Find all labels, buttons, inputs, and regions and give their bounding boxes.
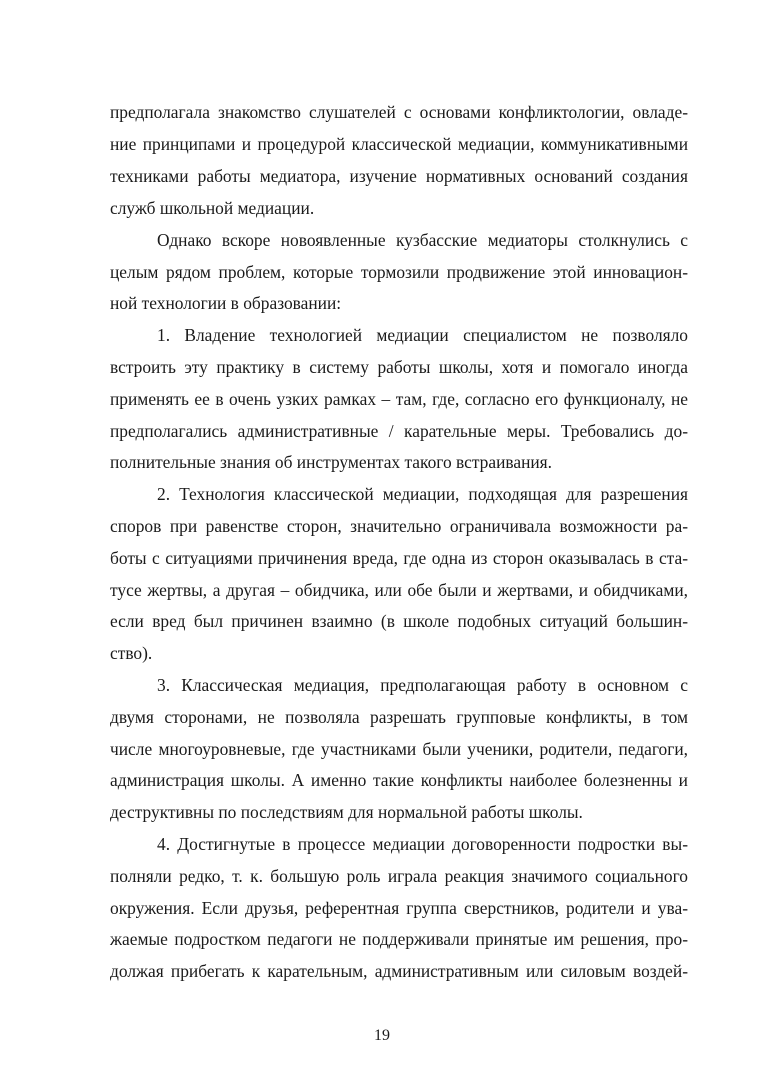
text-line: если вред был причинен взаимно (в школе подобных ситуаций большин- bbox=[110, 611, 688, 631]
text-line: деструктивны по последствиям для нормальной работы школы. bbox=[110, 802, 583, 822]
text-line: администрация школы. А именно такие конфликты наиболее болезненны и bbox=[110, 770, 688, 790]
text-line: полнительные знания об инструментах такого встраивания. bbox=[110, 452, 553, 472]
text-line: окружения. Если друзья, референтная группа сверстников, родители и ува- bbox=[110, 898, 688, 918]
text-line: тусе жертвы, а другая – обидчика, или обе были и жертвами, и обидчиками, bbox=[110, 580, 688, 600]
text-line: 4. Достигнутые в процессе медиации договоренности подростки вы- bbox=[157, 834, 688, 854]
text-line: жаемые подростком педагоги не поддерживали принятые им решения, про- bbox=[110, 929, 688, 949]
text-line: предполагались административные / карательные меры. Требовались до- bbox=[110, 421, 688, 441]
text-line: служб школьной медиации. bbox=[110, 198, 315, 218]
text-line: Однако вскоре новоявленные кузбасские медиаторы столкнулись с bbox=[157, 230, 688, 250]
text-line: ной технологии в образовании: bbox=[110, 293, 342, 313]
text-line: числе многоуровневые, где участниками были ученики, родители, педагоги, bbox=[110, 739, 688, 759]
text-line: техниками работы медиатора, изучение нормативных оснований создания bbox=[110, 166, 688, 186]
text-line: 3. Классическая медиация, предполагающая работу в основном с bbox=[157, 675, 688, 695]
page-number: 19 bbox=[374, 1027, 390, 1044]
text-line: боты с ситуациями причинения вреда, где одна из сторон оказывалась в ста- bbox=[110, 548, 688, 568]
text-line: споров при равенстве сторон, значительно ограничивала возможности ра- bbox=[110, 516, 688, 536]
text-line: ство). bbox=[110, 643, 153, 663]
text-line: встроить эту практику в систему работы школы, хотя и помогало иногда bbox=[110, 357, 688, 377]
text-line: целым рядом проблем, которые тормозили продвижение этой инновацион- bbox=[110, 262, 688, 282]
text-line: 1. Владение технологией медиации специалистом не позволяло bbox=[157, 325, 688, 345]
text-line: применять ее в очень узких рамках – там, где, согласно его функционалу, не bbox=[110, 389, 688, 409]
text-line: 2. Технология классической медиации, подходящая для разрешения bbox=[157, 484, 688, 504]
text-line: должая прибегать к карательным, административным или силовым воздей- bbox=[110, 961, 688, 981]
text-line: двумя сторонами, не позволяла разрешать групповые конфликты, в том bbox=[110, 707, 688, 727]
text-line: полняли редко, т. к. большую роль играла реакция значимого социального bbox=[110, 866, 688, 886]
text-line: ние принципами и процедурой классической медиации, коммуникативными bbox=[110, 134, 688, 154]
text-line: предполагала знакомство слушателей с основами конфликтологии, овладе- bbox=[110, 102, 688, 122]
